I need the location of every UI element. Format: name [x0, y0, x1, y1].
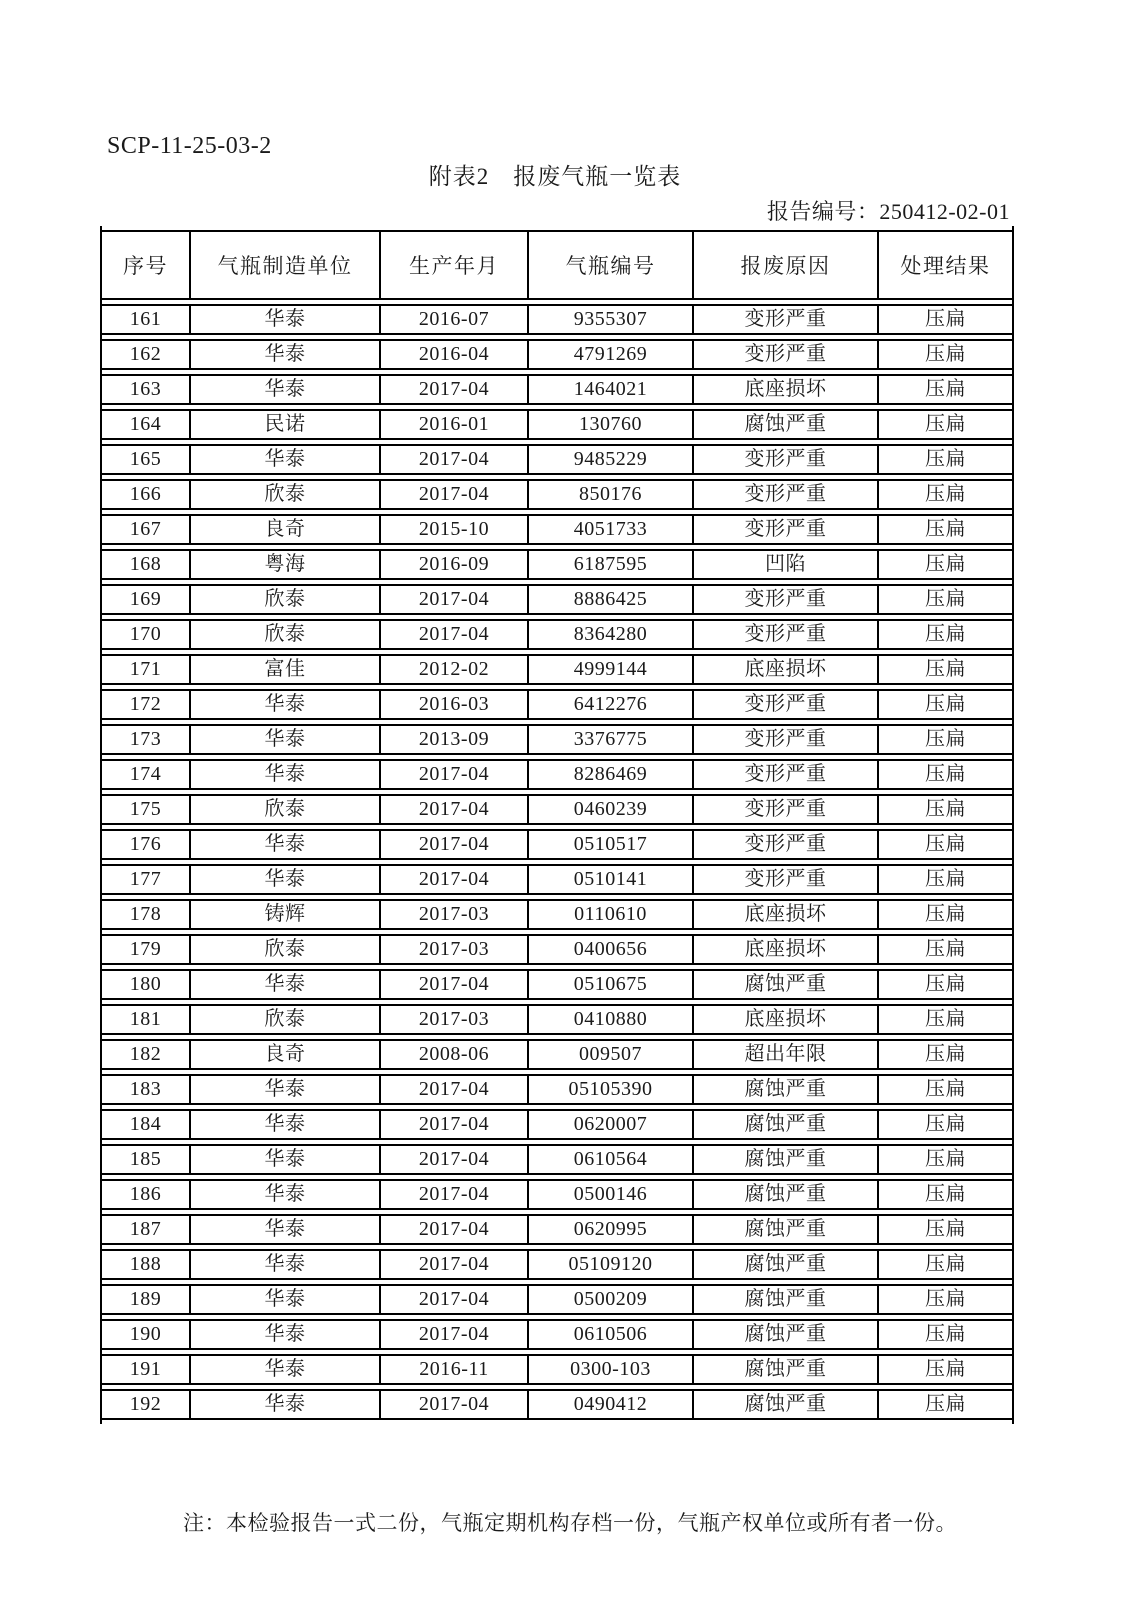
table-row: [102, 864, 1012, 895]
table-row: [102, 1284, 1012, 1315]
table-cell-production-date: 2017-04: [379, 1249, 527, 1280]
table-cell-production-date: 2017-04: [379, 829, 527, 860]
table-cell-production-date: 2017-04: [379, 1074, 527, 1105]
table-cell-index: 174: [102, 759, 189, 790]
table-cell-cylinder-no: 0410880: [527, 1004, 692, 1035]
table-cell-manufacturer: 民诺: [189, 409, 379, 440]
table-cell-manufacturer: 良奇: [189, 1039, 379, 1070]
table-row: [102, 549, 1012, 580]
table-cell-index: 166: [102, 479, 189, 510]
table-cell-cylinder-no: 9355307: [527, 304, 692, 335]
table-cell-manufacturer: 华泰: [189, 1284, 379, 1315]
table-row: [102, 409, 1012, 440]
table-cell-scrap-reason: 底座损坏: [692, 1004, 877, 1035]
table-cell-index: 171: [102, 654, 189, 685]
table-cell-cylinder-no: 6187595: [527, 549, 692, 580]
table-cell-disposal-result: 压扁: [877, 1109, 1012, 1140]
table-cell-index: 175: [102, 794, 189, 825]
table-cell-disposal-result: 压扁: [877, 934, 1012, 965]
table-cell-index: 176: [102, 829, 189, 860]
table-row: [102, 1214, 1012, 1245]
table-cell-scrap-reason: 变形严重: [692, 304, 877, 335]
table-cell-scrap-reason: 变形严重: [692, 724, 877, 755]
table-cell-disposal-result: 压扁: [877, 514, 1012, 545]
table-cell-scrap-reason: 底座损坏: [692, 374, 877, 405]
table-cell-manufacturer: 华泰: [189, 759, 379, 790]
table-cell-cylinder-no: 0400656: [527, 934, 692, 965]
table-cell-disposal-result: 压扁: [877, 1249, 1012, 1280]
table-cell-cylinder-no: 1464021: [527, 374, 692, 405]
table-cell-production-date: 2017-04: [379, 444, 527, 475]
table-cell-disposal-result: 压扁: [877, 619, 1012, 650]
column-header-manufacturer: 气瓶制造单位: [189, 230, 379, 300]
table-row: [102, 1004, 1012, 1035]
table-cell-disposal-result: 压扁: [877, 864, 1012, 895]
table-cell-index: 178: [102, 899, 189, 930]
table-cell-scrap-reason: 腐蚀严重: [692, 1074, 877, 1105]
table-cell-scrap-reason: 变形严重: [692, 619, 877, 650]
table-cell-disposal-result: 压扁: [877, 969, 1012, 1000]
column-header-cylinder-no: 气瓶编号: [527, 230, 692, 300]
table-row: [102, 1249, 1012, 1280]
table-cell-disposal-result: 压扁: [877, 689, 1012, 720]
table-cell-manufacturer: 华泰: [189, 304, 379, 335]
table-cell-disposal-result: 压扁: [877, 724, 1012, 755]
table-row: [102, 899, 1012, 930]
table-cell-scrap-reason: 腐蚀严重: [692, 1144, 877, 1175]
table-cell-cylinder-no: 0500146: [527, 1179, 692, 1210]
table-cell-cylinder-no: 0510675: [527, 969, 692, 1000]
table-cell-production-date: 2016-03: [379, 689, 527, 720]
table-cell-disposal-result: 压扁: [877, 899, 1012, 930]
table-cell-production-date: 2016-11: [379, 1354, 527, 1385]
footer-note: 注：本检验报告一式二份，气瓶定期机构存档一份，气瓶产权单位或所有者一份。: [183, 1510, 957, 1535]
table-cell-scrap-reason: 腐蚀严重: [692, 1109, 877, 1140]
table-cell-disposal-result: 压扁: [877, 374, 1012, 405]
table-cell-disposal-result: 压扁: [877, 339, 1012, 370]
table-cell-scrap-reason: 腐蚀严重: [692, 1249, 877, 1280]
table-cell-index: 182: [102, 1039, 189, 1070]
table-row: [102, 934, 1012, 965]
column-header-production-date: 生产年月: [379, 230, 527, 300]
table-cell-scrap-reason: 变形严重: [692, 479, 877, 510]
table-cell-scrap-reason: 腐蚀严重: [692, 1179, 877, 1210]
table-row: [102, 619, 1012, 650]
table-row: [102, 654, 1012, 685]
table-cell-disposal-result: 压扁: [877, 1074, 1012, 1105]
table-cell-scrap-reason: 变形严重: [692, 864, 877, 895]
table-cell-production-date: 2017-03: [379, 899, 527, 930]
table-cell-manufacturer: 华泰: [189, 1109, 379, 1140]
table-cell-scrap-reason: 变形严重: [692, 584, 877, 615]
table-cell-disposal-result: 压扁: [877, 304, 1012, 335]
table-cell-scrap-reason: 腐蚀严重: [692, 969, 877, 1000]
table-cell-scrap-reason: 腐蚀严重: [692, 1389, 877, 1420]
table-cell-manufacturer: 华泰: [189, 829, 379, 860]
report-number-value: 250412-02-01: [879, 198, 1010, 224]
table-cell-index: 170: [102, 619, 189, 650]
table-cell-manufacturer: 华泰: [189, 1074, 379, 1105]
table-cell-manufacturer: 欣泰: [189, 1004, 379, 1035]
table-cell-disposal-result: 压扁: [877, 479, 1012, 510]
table-cell-disposal-result: 压扁: [877, 794, 1012, 825]
table-row: [102, 514, 1012, 545]
table-cell-production-date: 2017-04: [379, 864, 527, 895]
table-cell-production-date: 2017-04: [379, 374, 527, 405]
table-cell-production-date: 2016-07: [379, 304, 527, 335]
table-cell-index: 162: [102, 339, 189, 370]
table-cell-manufacturer: 华泰: [189, 724, 379, 755]
table-cell-disposal-result: 压扁: [877, 1319, 1012, 1350]
table-cell-cylinder-no: 009507: [527, 1039, 692, 1070]
table-cell-manufacturer: 华泰: [189, 864, 379, 895]
table-cell-index: 183: [102, 1074, 189, 1105]
table-cell-cylinder-no: 130760: [527, 409, 692, 440]
table-cell-cylinder-no: 0620007: [527, 1109, 692, 1140]
table-cell-manufacturer: 华泰: [189, 1354, 379, 1385]
table-cell-cylinder-no: 0610506: [527, 1319, 692, 1350]
table-cell-manufacturer: 华泰: [189, 1389, 379, 1420]
table-cell-manufacturer: 粤海: [189, 549, 379, 580]
table-cell-disposal-result: 压扁: [877, 1389, 1012, 1420]
table-cell-scrap-reason: 底座损坏: [692, 654, 877, 685]
table-row: [102, 1389, 1012, 1420]
column-header-index: 序号: [102, 230, 189, 300]
table-row: [102, 584, 1012, 615]
table-row: [102, 759, 1012, 790]
table-cell-index: 168: [102, 549, 189, 580]
table-cell-index: 169: [102, 584, 189, 615]
table-row: [102, 374, 1012, 405]
table-cell-index: 167: [102, 514, 189, 545]
table-cell-scrap-reason: 变形严重: [692, 794, 877, 825]
table-cell-index: 180: [102, 969, 189, 1000]
table-cell-disposal-result: 压扁: [877, 1214, 1012, 1245]
table-row: [102, 689, 1012, 720]
table-cell-cylinder-no: 3376775: [527, 724, 692, 755]
table-row: [102, 1039, 1012, 1070]
table-row: [102, 969, 1012, 1000]
table-cell-production-date: 2017-04: [379, 1389, 527, 1420]
table-cell-production-date: 2017-04: [379, 1284, 527, 1315]
document-code: SCP-11-25-03-2: [107, 133, 272, 159]
table-cell-manufacturer: 华泰: [189, 1319, 379, 1350]
table-cell-manufacturer: 华泰: [189, 1179, 379, 1210]
table-cell-index: 192: [102, 1389, 189, 1420]
table-cell-manufacturer: 华泰: [189, 1214, 379, 1245]
table-cell-index: 185: [102, 1144, 189, 1175]
table-cell-index: 184: [102, 1109, 189, 1140]
table-cell-manufacturer: 华泰: [189, 374, 379, 405]
table-cell-manufacturer: 华泰: [189, 1249, 379, 1280]
table-row: [102, 339, 1012, 370]
table-cell-disposal-result: 压扁: [877, 1354, 1012, 1385]
table-cell-index: 161: [102, 304, 189, 335]
table-cell-disposal-result: 压扁: [877, 444, 1012, 475]
table-cell-scrap-reason: 凹陷: [692, 549, 877, 580]
table-cell-cylinder-no: 4999144: [527, 654, 692, 685]
table-cell-production-date: 2017-04: [379, 759, 527, 790]
table-cell-production-date: 2017-04: [379, 479, 527, 510]
table-cell-index: 177: [102, 864, 189, 895]
table-cell-scrap-reason: 变形严重: [692, 514, 877, 545]
table-cell-scrap-reason: 变形严重: [692, 829, 877, 860]
table-cell-cylinder-no: 8364280: [527, 619, 692, 650]
table-cell-cylinder-no: 0510517: [527, 829, 692, 860]
table-cell-scrap-reason: 变形严重: [692, 759, 877, 790]
table-cell-disposal-result: 压扁: [877, 654, 1012, 685]
table-cell-production-date: 2017-04: [379, 1319, 527, 1350]
table-cell-production-date: 2017-04: [379, 1144, 527, 1175]
table-cell-cylinder-no: 4791269: [527, 339, 692, 370]
table-cell-scrap-reason: 腐蚀严重: [692, 409, 877, 440]
report-number-line: [100, 199, 1010, 224]
table-cell-scrap-reason: 腐蚀严重: [692, 1214, 877, 1245]
table-cell-index: 189: [102, 1284, 189, 1315]
table-cell-disposal-result: 压扁: [877, 409, 1012, 440]
table-cell-manufacturer: 华泰: [189, 689, 379, 720]
table-cell-manufacturer: 良奇: [189, 514, 379, 545]
table-cell-production-date: 2016-04: [379, 339, 527, 370]
table-cell-index: 163: [102, 374, 189, 405]
table-cell-manufacturer: 富佳: [189, 654, 379, 685]
table-cell-scrap-reason: 超出年限: [692, 1039, 877, 1070]
table-cell-production-date: 2017-04: [379, 619, 527, 650]
table-cell-disposal-result: 压扁: [877, 1284, 1012, 1315]
table-cell-disposal-result: 压扁: [877, 1179, 1012, 1210]
table-cell-index: 165: [102, 444, 189, 475]
table-cell-cylinder-no: 9485229: [527, 444, 692, 475]
table-cell-production-date: 2017-04: [379, 1179, 527, 1210]
table-cell-cylinder-no: 850176: [527, 479, 692, 510]
table-cell-index: 186: [102, 1179, 189, 1210]
table-cell-disposal-result: 压扁: [877, 1004, 1012, 1035]
table-cell-scrap-reason: 变形严重: [692, 339, 877, 370]
table-cell-disposal-result: 压扁: [877, 549, 1012, 580]
page-title: 附表2 报废气瓶一览表: [428, 163, 682, 189]
table-row: [102, 444, 1012, 475]
table-cell-cylinder-no: 05109120: [527, 1249, 692, 1280]
table-cell-cylinder-no: 0510141: [527, 864, 692, 895]
table-cell-index: 187: [102, 1214, 189, 1245]
table-cell-manufacturer: 欣泰: [189, 934, 379, 965]
table-cell-production-date: 2008-06: [379, 1039, 527, 1070]
table-cell-production-date: 2015-10: [379, 514, 527, 545]
table-cell-cylinder-no: 0500209: [527, 1284, 692, 1315]
table-cell-cylinder-no: 0610564: [527, 1144, 692, 1175]
table-cell-scrap-reason: 腐蚀严重: [692, 1284, 877, 1315]
table-row: [102, 1319, 1012, 1350]
table-cell-disposal-result: 压扁: [877, 584, 1012, 615]
table-cell-cylinder-no: 0620995: [527, 1214, 692, 1245]
scrapped-cylinders-table: [100, 226, 1014, 1424]
table-cell-production-date: 2017-04: [379, 584, 527, 615]
table-row: [102, 304, 1012, 335]
table-cell-cylinder-no: 0490412: [527, 1389, 692, 1420]
table-row: [102, 724, 1012, 755]
table-cell-production-date: 2016-09: [379, 549, 527, 580]
table-cell-scrap-reason: 变形严重: [692, 689, 877, 720]
table-cell-disposal-result: 压扁: [877, 1144, 1012, 1175]
table-cell-manufacturer: 欣泰: [189, 794, 379, 825]
table-cell-disposal-result: 压扁: [877, 829, 1012, 860]
table-cell-index: 188: [102, 1249, 189, 1280]
table-row: [102, 1109, 1012, 1140]
table-cell-disposal-result: 压扁: [877, 1039, 1012, 1070]
table-cell-index: 173: [102, 724, 189, 755]
table-cell-index: 191: [102, 1354, 189, 1385]
table-cell-production-date: 2017-03: [379, 1004, 527, 1035]
table-cell-production-date: 2012-02: [379, 654, 527, 685]
table-cell-production-date: 2017-04: [379, 794, 527, 825]
table-header-row: [102, 230, 1012, 300]
column-header-scrap-reason: 报废原因: [692, 230, 877, 300]
document-page: [100, 0, 1010, 1537]
table-cell-production-date: 2017-04: [379, 1109, 527, 1140]
table-cell-cylinder-no: 4051733: [527, 514, 692, 545]
table-cell-manufacturer: 华泰: [189, 339, 379, 370]
table-row: [102, 479, 1012, 510]
table-cell-manufacturer: 华泰: [189, 969, 379, 1000]
table-cell-manufacturer: 铸辉: [189, 899, 379, 930]
table-cell-index: 181: [102, 1004, 189, 1035]
table-cell-manufacturer: 华泰: [189, 1144, 379, 1175]
table-cell-index: 190: [102, 1319, 189, 1350]
table-cell-cylinder-no: 0460239: [527, 794, 692, 825]
table-cell-manufacturer: 欣泰: [189, 619, 379, 650]
table-row: [102, 1144, 1012, 1175]
table-cell-cylinder-no: 6412276: [527, 689, 692, 720]
table-cell-scrap-reason: 变形严重: [692, 444, 877, 475]
table-cell-scrap-reason: 底座损坏: [692, 899, 877, 930]
table-cell-scrap-reason: 底座损坏: [692, 934, 877, 965]
table-cell-manufacturer: 华泰: [189, 444, 379, 475]
table-cell-manufacturer: 欣泰: [189, 584, 379, 615]
table-cell-scrap-reason: 腐蚀严重: [692, 1354, 877, 1385]
table-cell-manufacturer: 欣泰: [189, 479, 379, 510]
table-cell-cylinder-no: 05105390: [527, 1074, 692, 1105]
table-cell-index: 172: [102, 689, 189, 720]
table-cell-production-date: 2017-04: [379, 1214, 527, 1245]
table-cell-cylinder-no: 0300-103: [527, 1354, 692, 1385]
table-cell-index: 179: [102, 934, 189, 965]
table-row: [102, 1179, 1012, 1210]
table-cell-production-date: 2017-03: [379, 934, 527, 965]
table-cell-cylinder-no: 0110610: [527, 899, 692, 930]
report-number-label: 报告编号：: [766, 198, 880, 224]
table-cell-production-date: 2017-04: [379, 969, 527, 1000]
table-row: [102, 1074, 1012, 1105]
table-cell-production-date: 2013-09: [379, 724, 527, 755]
table-cell-disposal-result: 压扁: [877, 759, 1012, 790]
column-header-disposal-result: 处理结果: [877, 230, 1012, 300]
table-cell-production-date: 2016-01: [379, 409, 527, 440]
table-cell-scrap-reason: 腐蚀严重: [692, 1319, 877, 1350]
table-row: [102, 829, 1012, 860]
table-row: [102, 1354, 1012, 1385]
table-cell-index: 164: [102, 409, 189, 440]
table-row: [102, 794, 1012, 825]
table-cell-cylinder-no: 8286469: [527, 759, 692, 790]
table-cell-cylinder-no: 8886425: [527, 584, 692, 615]
